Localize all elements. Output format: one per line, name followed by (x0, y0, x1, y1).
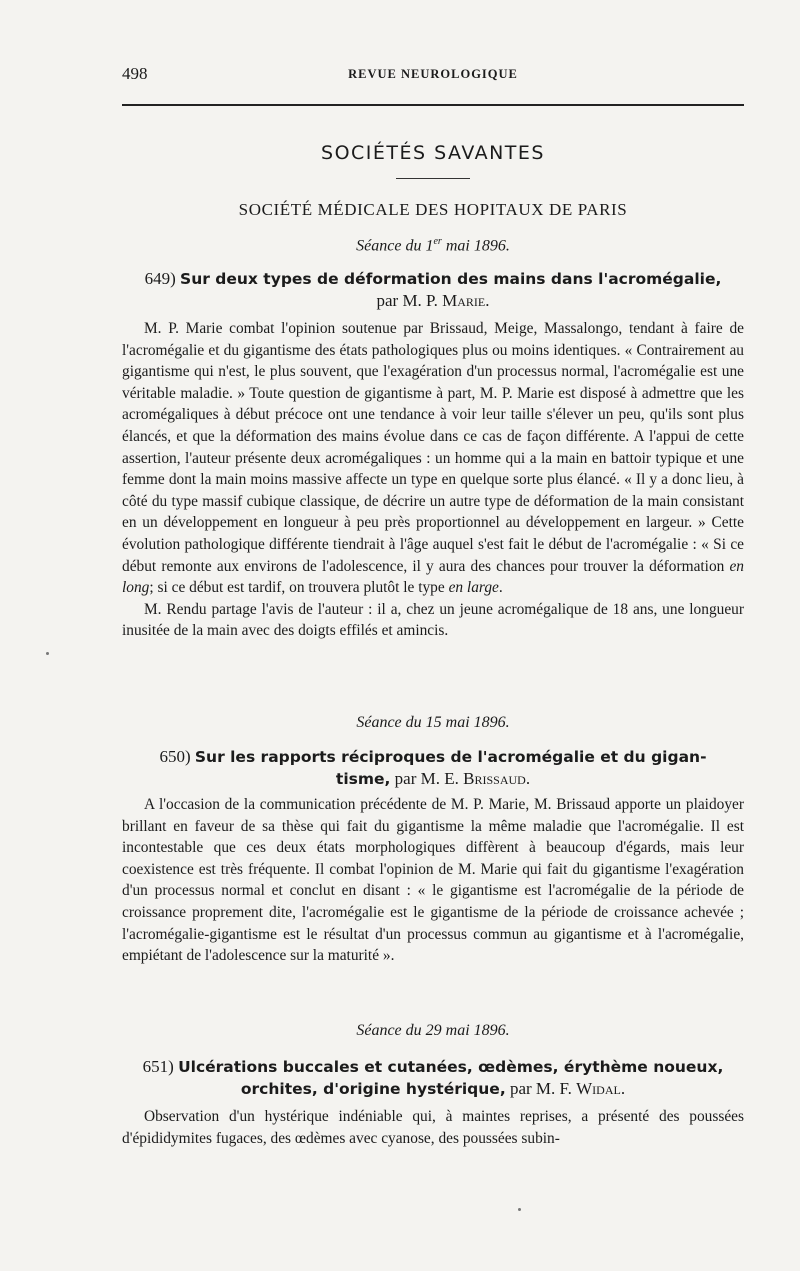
entry-title-651: 651) Ulcérations buccales et cutanées, œdèmes, érythème noueux, orchites, d'origine hystérique, par M. F. Widal. (142, 1057, 724, 1098)
paragraph: M. Rendu partage l'avis de l'auteur : il a, chez un jeune acromégalique de 18 ans, une longueur inusitée de la main avec des doigts effilés et amincis. (122, 600, 744, 640)
journal-title: REVUE NEUROLOGIQUE (348, 67, 518, 81)
page-number: 498 (122, 64, 148, 83)
paragraph: M. P. Marie combat l'opinion soutenue par Brissaud, Meige, Massalongo, tendant à faire de l'acromégalie et du gigantisme des états pathologiques plus ou moins identiques. « Contrairement au gigantisme qui n'est, le plus souvent, que l'exagération d'un processus normal, l'acromégalie est une véritable maladie. » Toute question de gigantisme à part, M. P. Marie est disposé à admettre que les acromégaliques à début précoce ont une tendance à voir leur taille s'élever un peu, qu'ils sont plus élancés, et que la déformation des mains évolue dans ce cas de façon différente. A l'appui de cette assertion, l'auteur présente deux acromégaliques : un homme qui a la main en battoir typique et une femme dont la main moins massive affecte un type en quelque sorte plus élancé. « Il y a donc lieu, à côté du type massif cubique classique, de décrire un autre type de déformation de la main consistant en un développement en longueur à peu près proportionnel au développement en largeur. » Cette évolution pathologique différente tiendrait à l'âge auquel s'est fait le début de l'acromégalie : « Si ce début remonte aux environs de l'adolescence, il y aura des chances pour trouver la déformation en long; si ce début est tardif, on trouvera plutôt le type en large. (122, 320, 744, 597)
society-name: SOCIÉTÉ MÉDICALE DES HOPITAUX DE PARIS (238, 200, 628, 219)
paper-speck (46, 652, 49, 655)
entry-body-650 (122, 794, 744, 967)
entry-title-649: 649) Sur deux types de déformation des mains dans l'acromégalie, par M. P. Marie. (144, 269, 722, 310)
section-divider (396, 178, 470, 179)
entry-body-649 (122, 318, 744, 642)
paragraph: Observation d'un hystérique indéniable qui, à maintes reprises, a présenté des poussées d'épididymites fugaces, des œdèmes avec cyanose, des poussées subin- (122, 1108, 744, 1147)
running-head (122, 64, 744, 88)
entry-body-651 (122, 1106, 744, 1149)
section-title: SOCIÉTÉS SAVANTES (321, 142, 545, 164)
paragraph: A l'occasion de la communication précédente de M. P. Marie, M. Brissaud apporte un plaidoyer brillant en faveur de sa thèse qui fait du gigantisme la même maladie que l'acromégalie. Il est incontestable que ces deux états morphologiques diffèrent à beaucoup d'égards, mais leur coexistence est très fréquente. Il combat l'opinion de M. Marie qui fait du gigantisme l'exagération d'un processus normal et conclut en disant : « le gigantisme est l'acromégalie de la période de croissance proprement dite, l'acromégalie est le gigantisme de la période de croissance achevée ; l'acromégalie-gigantisme est le résultat d'un processus commun au gigantisme et à l'acromégalie, empiétant de l'adolescence sur la maturité ». (122, 796, 744, 965)
seance-date-2: Séance du 15 mai 1896. (356, 714, 510, 731)
seance-date-3: Séance du 29 mai 1896. (356, 1022, 510, 1039)
seance-date-1: Séance du 1er mai 1896. (356, 236, 510, 255)
entry-title-650: 650) Sur les rapports réciproques de l'acromégalie et du gigan- tisme, par M. E. Brissaud. (159, 747, 707, 788)
header-rule (122, 104, 744, 106)
paper-speck (518, 1208, 521, 1211)
